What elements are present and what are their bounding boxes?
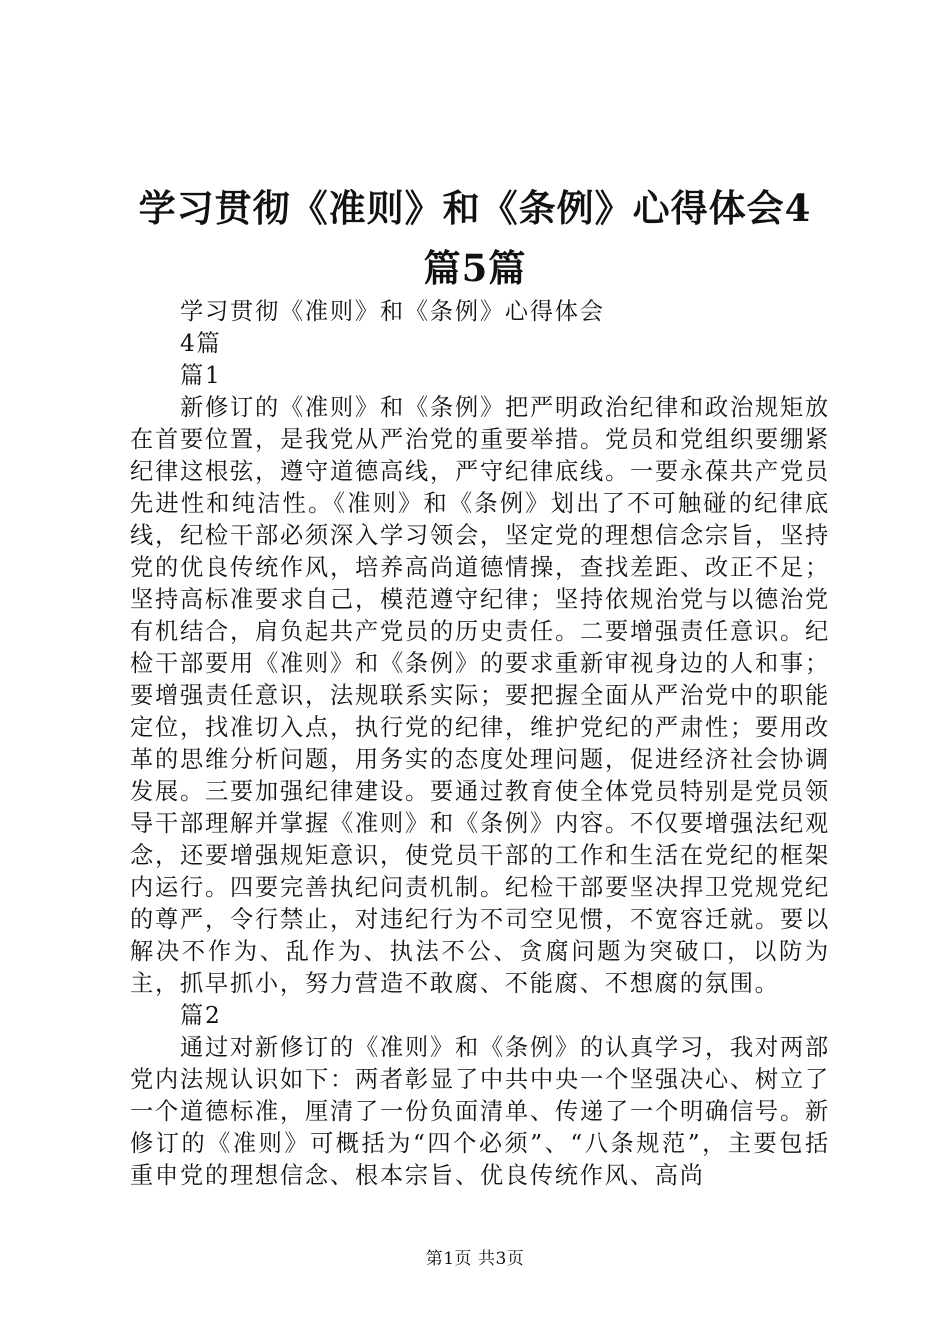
section-1-heading: 篇1	[180, 362, 222, 389]
document-body	[130, 296, 830, 1192]
section-2-paragraph: 通过对新修订的《准则》和《条例》的认真学习，我对两部党内法规认识如下：两者彰显了中共中央一个坚强决心、树立了一个道德标准，厘清了一份负面清单、传递了一个明确信号。新修订的《准则》可概括为“四个必须”、“八条规范”，主要包括重申党的理想信念、根本宗旨、优良传统作风、高尚	[130, 1034, 830, 1189]
section-1-paragraph: 新修订的《准则》和《条例》把严明政治纪律和政治规矩放在首要位置，是我党从严治党的重要举措。党员和党组织要绷紧纪律这根弦，遵守道德高线，严守纪律底线。一要永葆共产党员先进性和纯洁性。《准则》和《条例》划出了不可触碰的纪律底线，纪检干部必须深入学习领会，坚定党的理想信念宗旨，坚持党的优良传统作风，培养高尚道德情操，查找差距、改正不足；坚持高标准要求自己，模范遵守纪律；坚持依规治党与以德治党有机结合，肩负起共产党员的历史责任。二要增强责任意识。纪检干部要用《准则》和《条例》的要求重新审视身边的人和事；要增强责任意识，法规联系实际；要把握全面从严治党中的职能定位，找准切入点，执行党的纪律，维护党纪的严肃性；要用改革的思维分析问题，用务实的态度处理问题，促进经济社会协调发展。三要加强纪律建设。要通过教育使全体党员特别是党员领导干部理解并掌握《准则》和《条例》内容。不仅要增强法纪观念，还要增强规矩意识，使党员干部的工作和生活在党纪的框架内运行。四要完善执纪问责机制。纪检干部要坚决捍卫党规党纪的尊严，令行禁止，对违纪行为不司空见惯，不宽容迁就。要以解决不作为、乱作为、执法不公、贪腐问题为突破口，以防为主，抓早抓小，努力营造不敢腐、不能腐、不想腐的氛围。	[130, 394, 830, 997]
page-footer: 第1页 共3页	[425, 1249, 525, 1269]
document-title: 学习贯彻《准则》和《条例》心得体会4篇5篇	[138, 186, 812, 290]
subtitle-line-2: 4篇	[180, 330, 222, 357]
subtitle-line-1: 学习贯彻《准则》和《条例》心得体会	[180, 298, 605, 325]
section-2-heading: 篇2	[180, 1002, 222, 1029]
